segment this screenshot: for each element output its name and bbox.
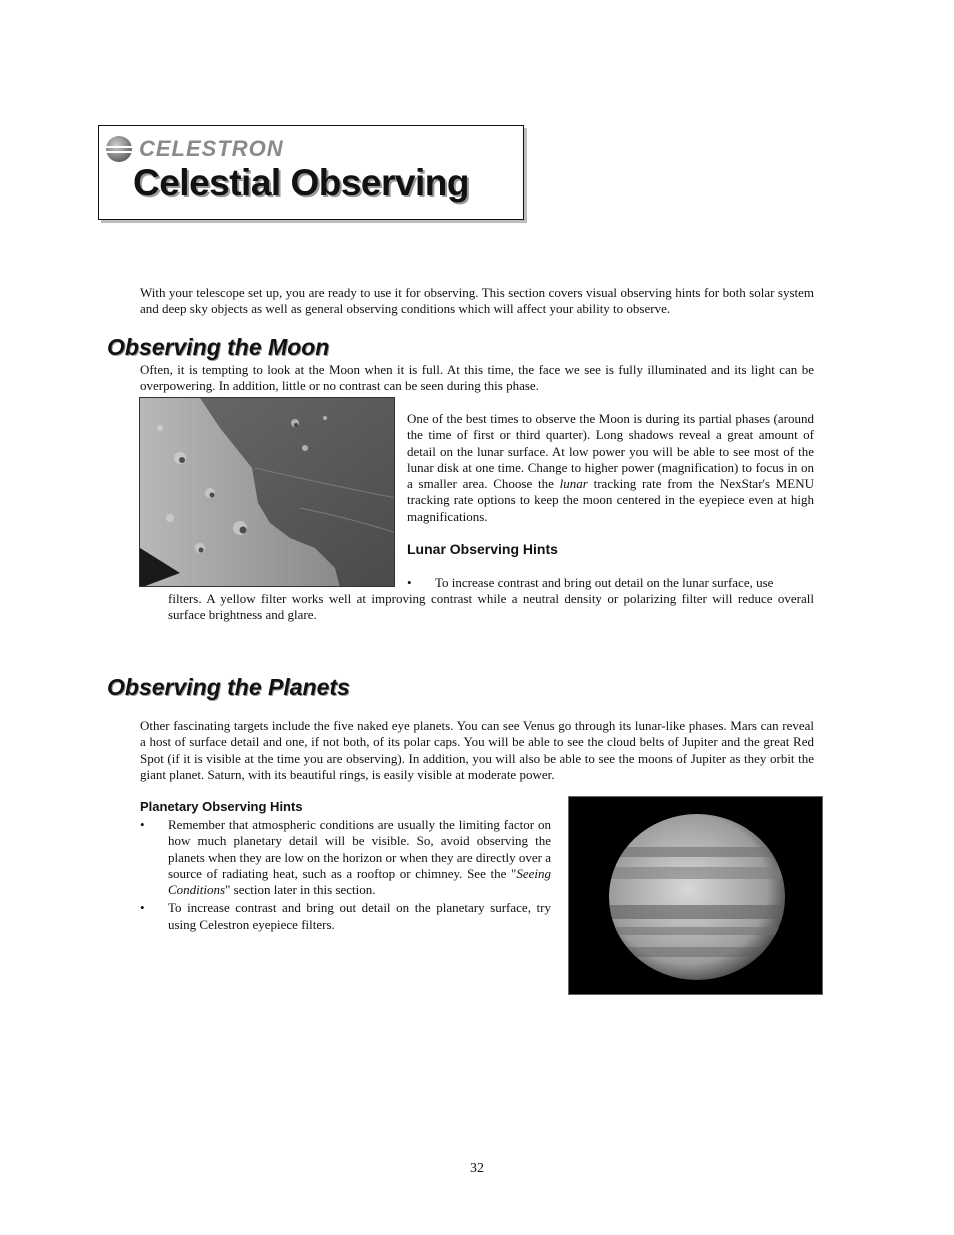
moon-heading: Observing the Moon xyxy=(107,334,330,360)
jupiter-image xyxy=(568,796,823,995)
page-number: 32 xyxy=(470,1161,484,1176)
planetary-bullet-1: Remember that atmospheric conditions are usually the limiting factor on how much planetary detail will be visible. So, avoid observing the planets when they are low on the horizon or when they are directly over a source of radiating heat, such as a rooftop or chimney. See the "Seeing Conditions" section later in this section. xyxy=(168,817,551,898)
lunar-bullet-text-start: To increase contrast and bring out detail on the lunar surface, use xyxy=(435,575,774,590)
list-item xyxy=(140,900,551,933)
lunar-bullet-first-line xyxy=(407,575,814,591)
bullet-dot: • xyxy=(140,900,145,916)
celestron-logo-icon xyxy=(105,135,133,163)
planetary-hints-list xyxy=(140,817,551,933)
intro-paragraph: With your telescope set up, you are ready to use it for observing. This section covers visual observing hints for both solar system and deep sky objects as well as general observing conditions which will affect your ability to observe. xyxy=(140,285,814,317)
moon-paragraph-1: Often, it is tempting to look at the Moon when it is full. At this time, the face we see is fully illuminated and its light can be overpowering. In addition, little or no contrast can be seen during this phase. xyxy=(140,362,814,394)
lunar-bullet-text-rest: filters. A yellow filter works well at improving contrast while a neutral density or polarizing filter will reduce overall surface brightness and glare. xyxy=(168,591,814,623)
planetary-bullet-2: To increase contrast and bring out detail on the planetary surface, try using Celestron eyepiece filters. xyxy=(168,900,551,932)
planets-paragraph: Other fascinating targets include the five naked eye planets. You can see Venus go through its lunar-like phases. Mars can reveal a host of surface detail and one, if not both, of its polar caps. You will be able to see the cloud belts of Jupiter and the great Red Spot (if it is visible at the time you are observing). In addition, you will also be able to see the moons of Jupiter as they orbit the giant planet. Saturn, with its beautiful rings, is easily visible at moderate power. xyxy=(140,718,814,782)
brand-name: CELESTRON xyxy=(139,136,284,161)
bullet-dot: • xyxy=(407,575,412,590)
banner-title: Celestial Observing xyxy=(133,162,469,203)
celestron-banner xyxy=(98,125,524,220)
moon-paragraph-2: One of the best times to observe the Moon is during its partial phases (around the time of first or third quarter). Long shadows reveal a great amount of detail on the lunar surface. At low power you will be able to see most of the lunar disk at one time. Change to higher power (magnification) to focus in on a smaller area. Choose the lunar tracking rate from the NexStar's MENU tracking rate options to keep the moon centered in the eyepiece even at high magnifications. xyxy=(407,411,814,524)
moon-surface-image xyxy=(139,397,395,587)
bullet-dot: • xyxy=(140,817,145,832)
planetary-hints-heading: Planetary Observing Hints xyxy=(140,799,303,814)
lunar-hints-heading: Lunar Observing Hints xyxy=(407,541,558,557)
brand-row xyxy=(105,134,284,164)
list-item xyxy=(140,817,551,898)
planets-heading: Observing the Planets xyxy=(107,674,350,700)
